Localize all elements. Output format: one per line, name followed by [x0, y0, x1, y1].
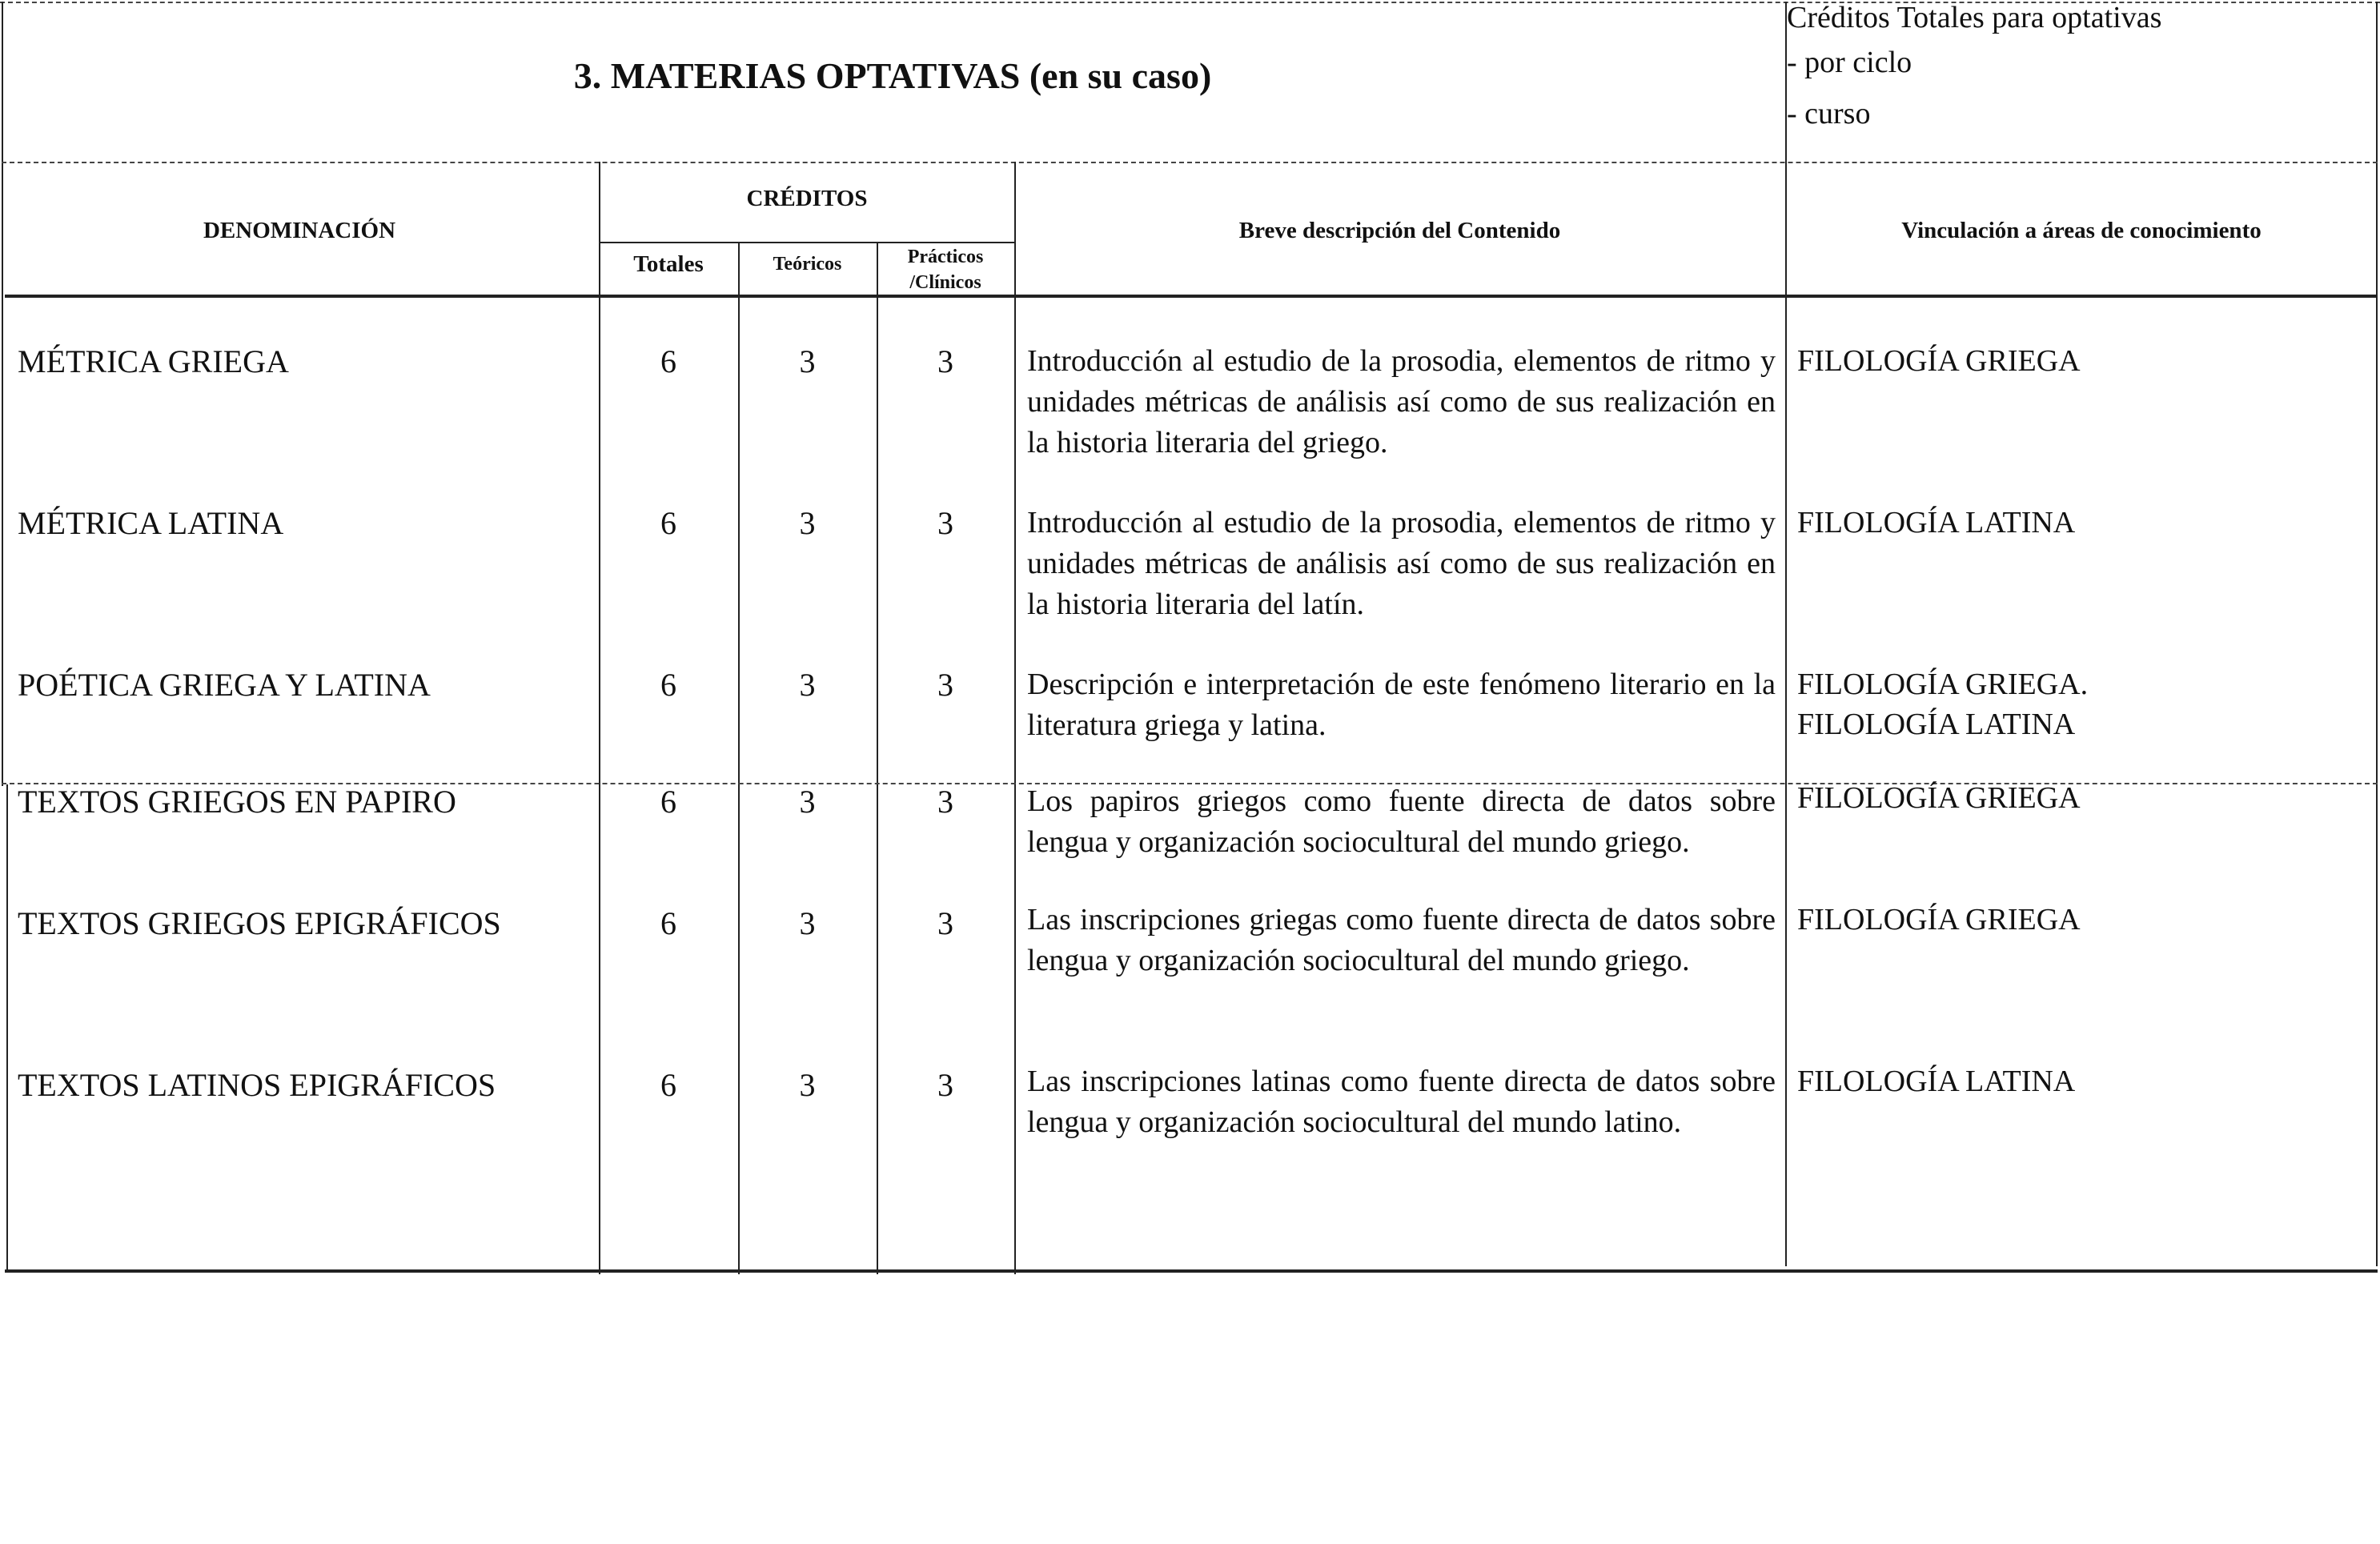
credits-box-divider [1785, 2, 1787, 1266]
row-2-name: MÉTRICA LATINA [18, 505, 284, 541]
row-4-name: TEXTOS GRIEGOS EN PAPIRO [18, 784, 456, 820]
row-6-area: FILOLOGÍA LATINA [1797, 1065, 2076, 1098]
col-divider-3 [877, 242, 878, 1274]
row-5-teoricos: 3 [799, 905, 816, 941]
header-descripcion: Breve descripción del Contenido [1238, 218, 1561, 243]
row-5-area: FILOLOGÍA GRIEGA [1797, 903, 2081, 936]
creditos-sub-line [599, 242, 1015, 243]
header-vinculacion: Vinculación a áreas de conocimiento [1901, 218, 2262, 243]
row-4-description: Los papiros griegos como fuente directa de datos sobre lengua y organización sociocultural del mundo griego. [1027, 784, 1776, 859]
left-border-bottom [6, 784, 8, 1273]
row-1-name: MÉTRICA GRIEGA [18, 343, 289, 379]
header-bottom-line [5, 295, 2378, 298]
row-4-area: FILOLOGÍA GRIEGA [1797, 781, 2081, 815]
row-6-practicos: 3 [937, 1067, 953, 1103]
row-3-practicos: 3 [937, 667, 953, 703]
row-5-name: TEXTOS GRIEGOS EPIGRÁFICOS [18, 905, 501, 941]
row-1-practicos: 3 [937, 343, 953, 379]
row-6-name: TEXTOS LATINOS EPIGRÁFICOS [18, 1067, 496, 1103]
row-2-practicos: 3 [937, 505, 953, 541]
row-4-practicos: 3 [937, 784, 953, 820]
row-5-practicos: 3 [937, 905, 953, 941]
row-6-totales: 6 [660, 1067, 676, 1103]
credits-per-cycle-label: - por ciclo [1787, 46, 1912, 79]
row-3-description: Descripción e interpretación de este fenómeno literario en la literatura griega y latina. [1027, 668, 1776, 742]
header-denominacion: DENOMINACIÓN [203, 218, 396, 243]
row-2-description: Introducción al estudio de la prosodia, elementos de ritmo y unidades métricas de análisis así como de sus realización en la historia literaria del latín. [1027, 506, 1776, 621]
table-bottom-line [5, 1269, 2378, 1273]
row-6-description: Las inscripciones latinas como fuente directa de datos sobre lengua y organización sociocultural del mundo latino. [1027, 1065, 1776, 1139]
col-divider-1 [599, 162, 600, 1274]
row-3-area: FILOLOGÍA GRIEGA. [1797, 668, 2089, 701]
row-1-area: FILOLOGÍA GRIEGA [1797, 344, 2081, 378]
page-title: 3. MATERIAS OPTATIVAS (en su caso) [573, 55, 1212, 96]
row-5-description: Las inscripciones griegas como fuente directa de datos sobre lengua y organización sociocultural del mundo griego. [1027, 903, 1776, 977]
header-creditos: CRÉDITOS [746, 186, 868, 211]
row-4-teoricos: 3 [799, 784, 816, 820]
row-1-description: Introducción al estudio de la prosodia, elementos de ritmo y unidades métricas de análisis así como de sus realización en la historia literaria del griego. [1027, 344, 1776, 459]
row-2-teoricos: 3 [799, 505, 816, 541]
col-divider-4 [1014, 162, 1016, 1274]
header-totales: Totales [633, 251, 704, 277]
credits-course-label: - curso [1787, 97, 1871, 130]
credits-total-label: Créditos Totales para optativas [1787, 1, 2162, 34]
header-teoricos: Teóricos [773, 254, 842, 275]
left-border-top [2, 2, 3, 786]
header-practicos: Prácticos [907, 247, 984, 267]
title-bottom-line [2, 162, 2378, 163]
row-3-teoricos: 3 [799, 667, 816, 703]
row-5-totales: 6 [660, 905, 676, 941]
row-6-teoricos: 3 [799, 1067, 816, 1103]
row-2-totales: 6 [660, 505, 676, 541]
row-3-area-2: FILOLOGÍA LATINA [1797, 708, 2076, 741]
row-3-totales: 6 [660, 667, 676, 703]
row-1-teoricos: 3 [799, 343, 816, 379]
row-4-totales: 6 [660, 784, 676, 820]
row-1-totales: 6 [660, 343, 676, 379]
col-divider-2 [738, 242, 740, 1274]
row-3-name: POÉTICA GRIEGA Y LATINA [18, 667, 431, 703]
right-border [2376, 2, 2378, 1266]
row-2-area: FILOLOGÍA LATINA [1797, 506, 2076, 539]
header-clinicos: /Clínicos [909, 272, 981, 293]
